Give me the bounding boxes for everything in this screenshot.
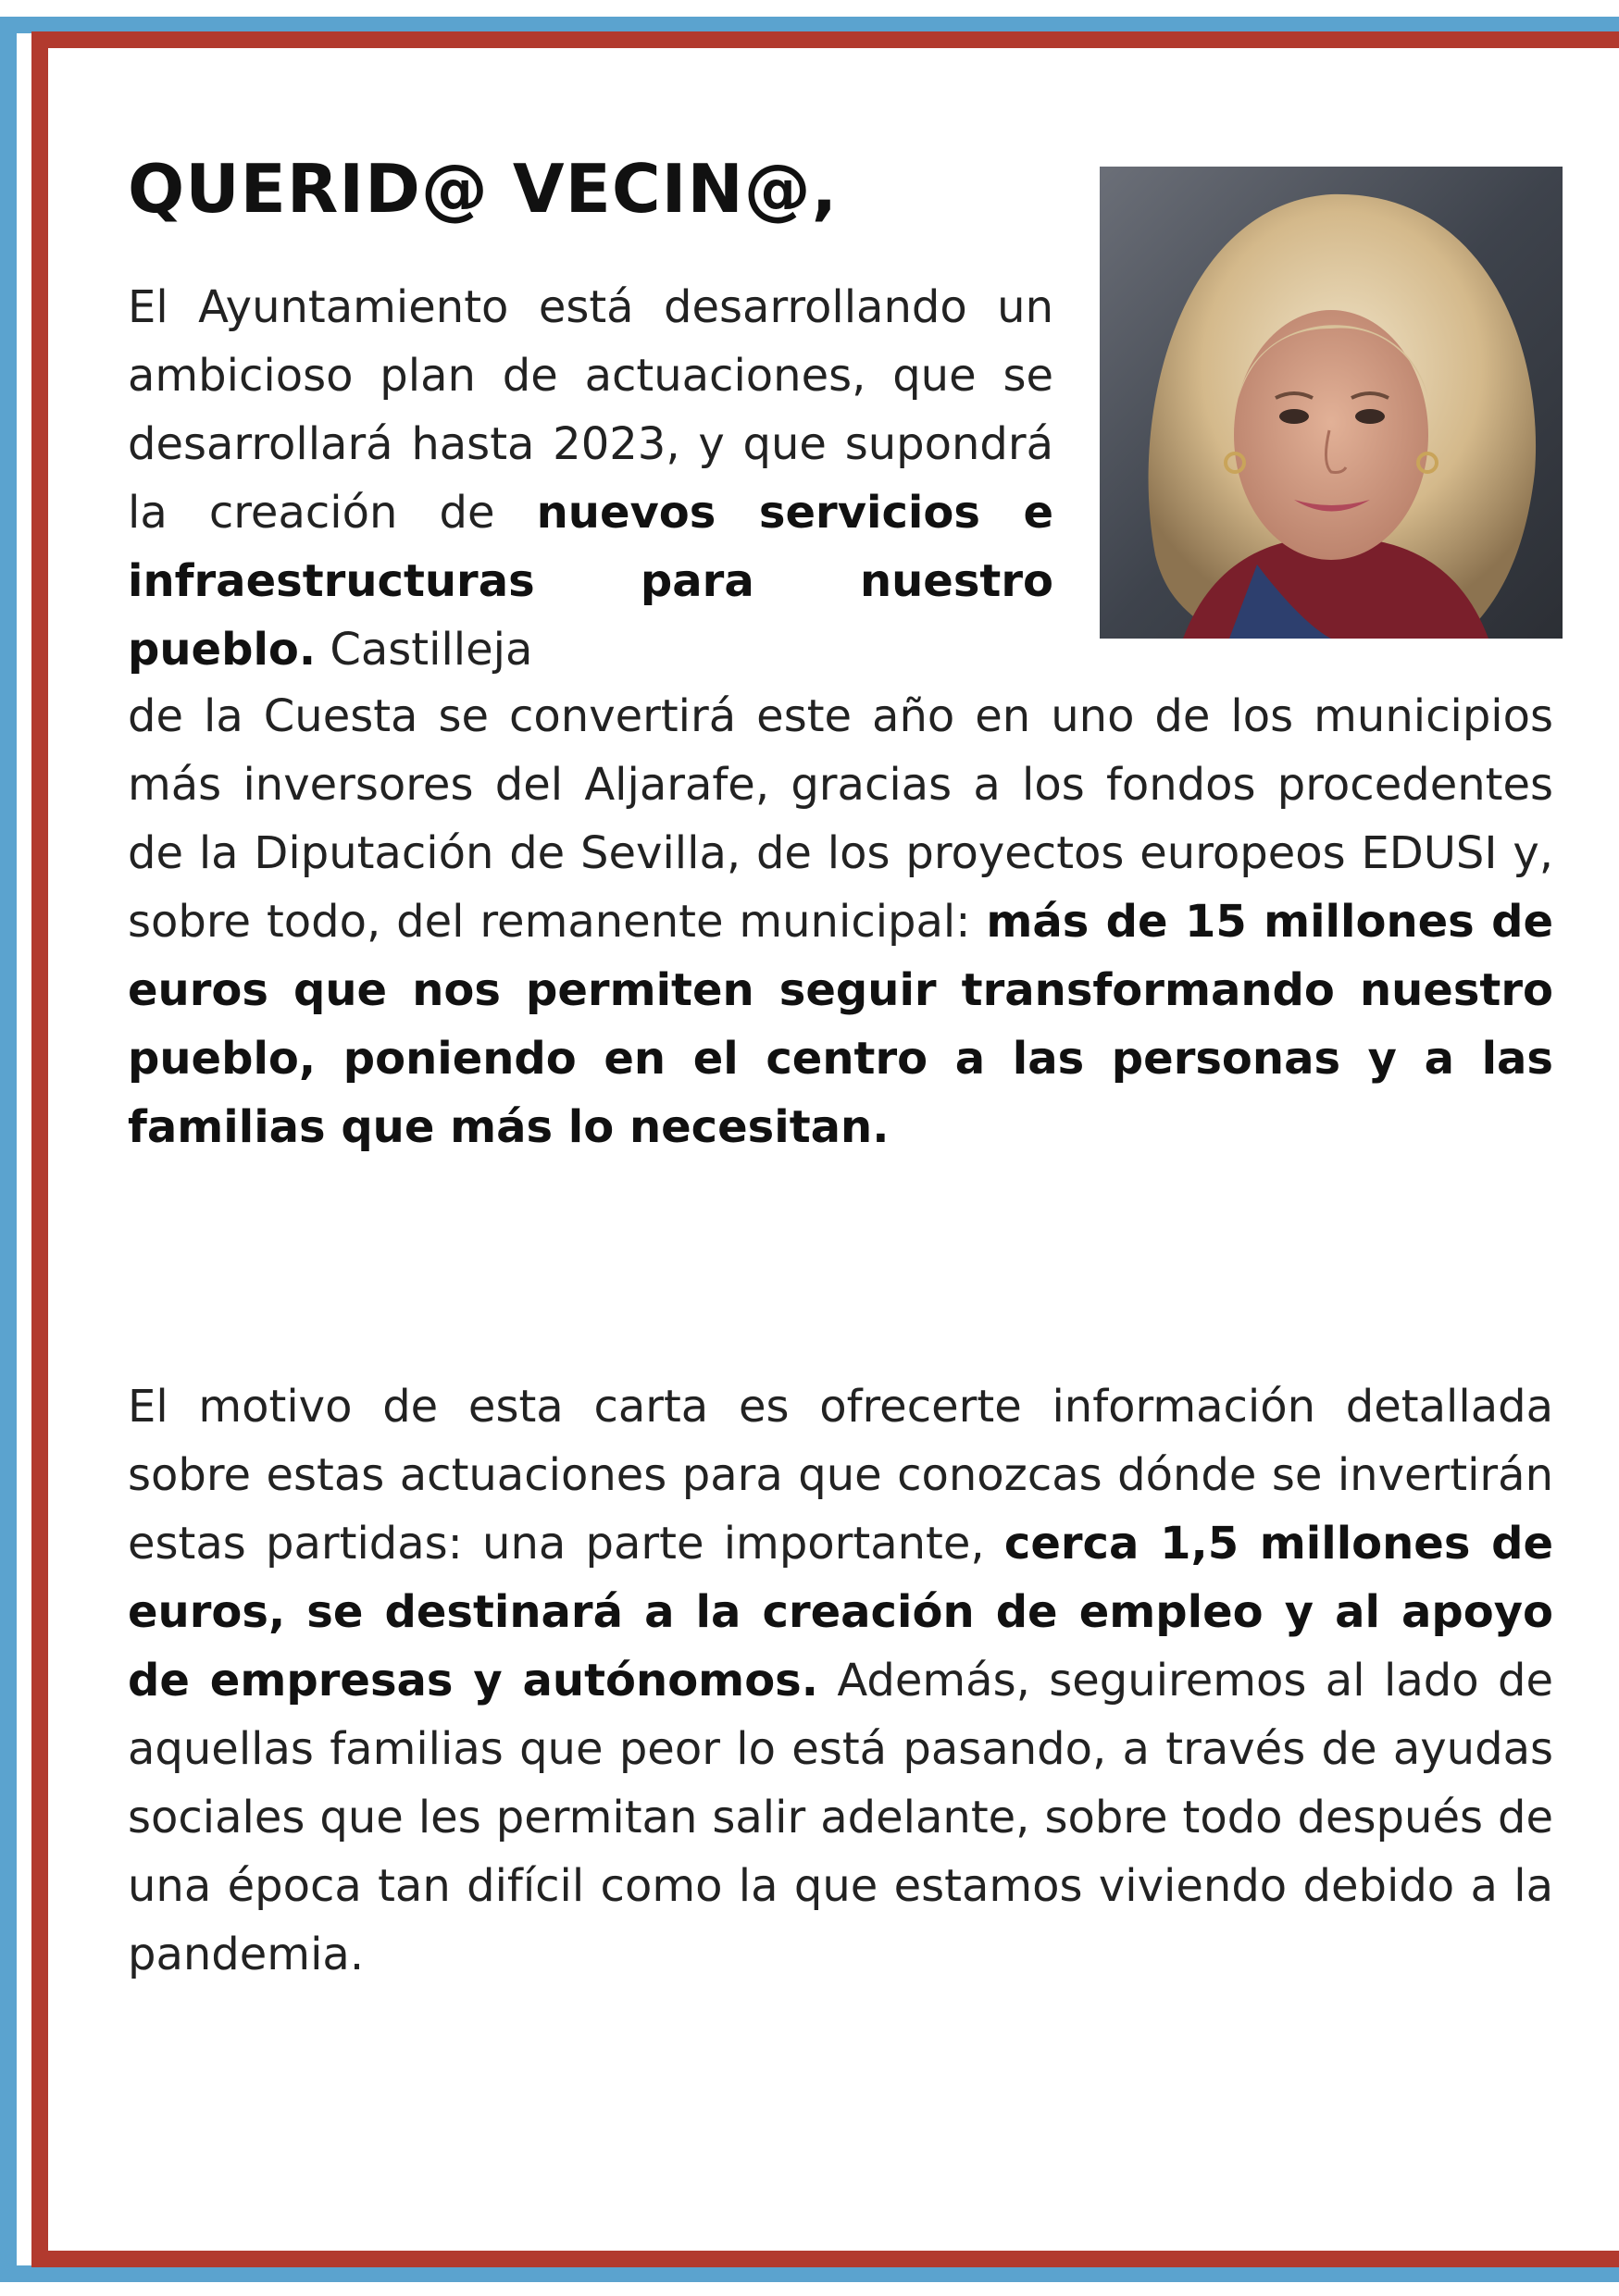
paragraph-2: El motivo de esta carta es ofrecerte información detallada sobre estas actuaciones para que conozcas dónde se invertirán estas partidas: una parte importante, cerca 1,5 millones de euros, se destinará a la creación de empleo y al apoyo de empresas y autónomos. Además, seguiremos al lado de aquellas familias que peor lo está pasando, a través de ayudas sociales que les permitan salir adelante, sobre todo después de una época tan difícil como la que estamos viviendo debido a la pandemia. [128, 1381, 1554, 1980]
paragraph-1-bold-1: nuevos servicios e infraestructuras para nuestro pueblo. [128, 487, 1054, 676]
portrait-photo [1100, 167, 1563, 639]
letter-title: QUERID@ VECIN@, [128, 150, 839, 228]
paragraph-1-bottom: de la Cuesta se convertirá este año en uno de los municipios más inversores del Aljarafe, gracias a los fondos procedentes de la Diputación de Sevilla, de los proyectos europeos EDUSI y, sobre todo, del remanente municipal: más de 15 millones de euros que nos permiten seguir transformando nuestro pueblo, poniendo en el centro a las personas y a las familias que más lo necesitan. [128, 690, 1554, 1153]
paragraph-1-bold-2: más de 15 millones de euros que nos permiten seguir transformando nuestro pueblo, poniendo en el centro a las personas y a las familias que más lo necesitan. [128, 896, 1554, 1153]
paragraph-1-top: El Ayuntamiento está desarrollando un ambicioso plan de actuaciones, que se desarrollará hasta 2023, y que supondrá la creación de nuevos servicios e infraestructuras para nuestro pueblo. Castilleja [128, 281, 1054, 676]
paragraph-2-bold: cerca 1,5 millones de euros, se destinará a la creación de empleo y al apoyo de empresas y autónomos. [128, 1518, 1554, 1706]
